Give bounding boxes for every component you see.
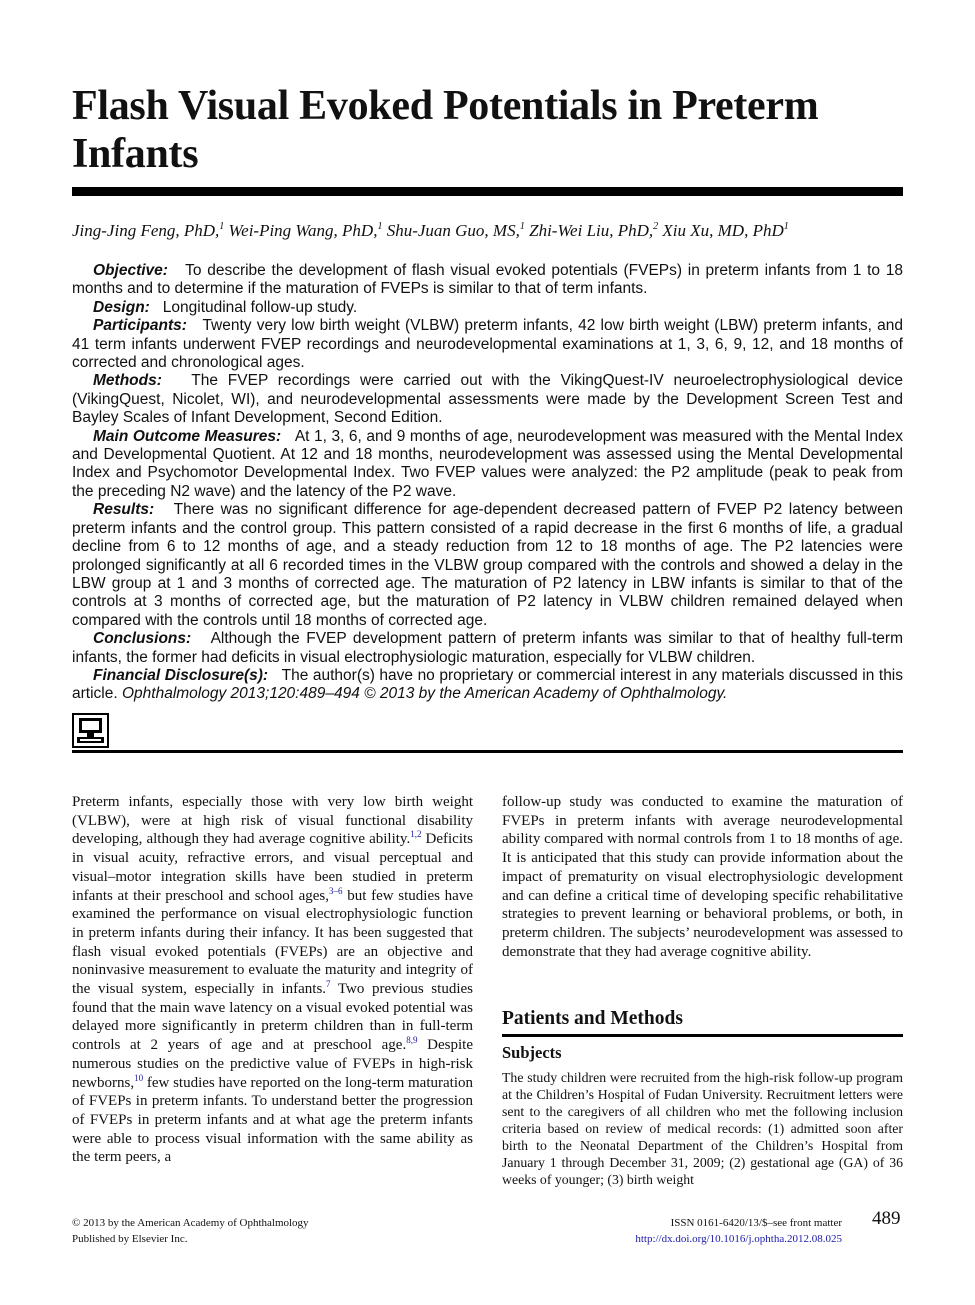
section-rule — [502, 1034, 903, 1037]
reference-link[interactable]: 1,2 — [410, 829, 422, 840]
body-column-left — [72, 793, 473, 1193]
body-text: Despite numerous studies on the predictive value of FVEPs in high-risk newborns, — [72, 1037, 473, 1091]
abstract — [72, 262, 903, 704]
article-title: Flash Visual Evoked Potentials in Preterm Infants — [72, 83, 819, 177]
body-text: Two previous studies found that the main wave latency on a visual evoked potential was delayed more significantly in preterm children than in full-term controls at 2 years of age and at preschool age. — [72, 981, 473, 1054]
body-column-right — [502, 793, 903, 961]
abstract-disclosure — [72, 667, 903, 704]
abstract-design — [72, 299, 903, 317]
abstract-text: At 1, 3, 6, and 9 months of age, neurodevelopment was measured with the Mental Index and Developmental Quotient. At 12 and 18 months, neurodevelopment was assessed using the Mental Developmental Index and Psychomotor Developmental Index. Two FVEP values were analyzed: the P2 amplitude (peak to peak from the preceding N2 wave) and the latency of the P2 wave. — [72, 427, 903, 500]
abstract-text: To describe the development of flash visual evoked potentials (FVEPs) in preterm infants from 1 to 18 months and to determine if the maturation of FVEPs is similar to that of term infants. — [72, 262, 903, 298]
body-text: few studies have reported on the long-term maturation of FVEPs in preterm infants. To understand better the progression of FVEPs in preterm infants and at what age the preterm infants were able to process visual information with the same ability as the term peers, a — [72, 1074, 473, 1166]
affiliation-marker: 1 — [377, 221, 383, 232]
reference-link[interactable]: 10 — [134, 1072, 144, 1083]
intro-paragraph — [72, 793, 473, 1167]
copyright-line: © 2013 by the American Academy of Ophthalmology — [72, 1217, 309, 1229]
abstract-text: Although the FVEP development pattern of preterm infants was similar to that of healthy full-term infants, the former had deficits in visual electrophysiologic maturation, especially for VLBW children. — [72, 630, 903, 666]
author-name: Zhi-Wei Liu, PhD, — [529, 221, 654, 240]
abstract-text: Longitudinal follow-up study. — [162, 298, 358, 316]
abstract-label: Main Outcome Measures: — [93, 427, 282, 445]
abstract-label: Financial Disclosure(s): — [93, 666, 269, 684]
body-text: Preterm infants, especially those with very low birth weight (VLBW), were at high risk of visual functional disability developing, although they had average cognitive ability. — [72, 794, 473, 848]
abstract-label: Design: — [93, 298, 150, 316]
abstract-methods — [72, 372, 903, 427]
publisher-line: Published by Elsevier Inc. — [72, 1233, 188, 1245]
author-name: Shu-Juan Guo, MS, — [386, 221, 520, 240]
intro-paragraph-continued: follow-up study was conducted to examine the maturation of FVEPs in preterm infants with average neurodevelopmental ability compared with normal controls from 1 to 18 months of age. It is anticipated that this study can provide information about the impact of prematurity on visual electrophysiologic development and can define a critical time of developing specific rehabilitative strategies to prevent learning or behavioral problems, or both, in preterm children. The subjects’ neurodevelopment was assessed to demonstrate that they had average cognitive ability. — [502, 794, 903, 960]
section-heading: Patients and Methods — [502, 1008, 683, 1029]
affiliation-marker: 2 — [653, 221, 659, 232]
abstract-label: Objective: — [93, 262, 168, 279]
footer-copyright — [72, 1215, 309, 1247]
abstract-results — [72, 501, 903, 630]
abstract-text: The FVEP recordings were carried out with the VikingQuest-IV neuroelectrophysiological device (VikingQuest, Nicolet, WI), and neurodevelopmental assessments were made by the Development Screen Test and Bayley Scales of Infant Development, Second Edition. — [72, 372, 904, 427]
affiliation-marker: 1 — [783, 221, 789, 232]
abstract-participants — [72, 317, 903, 372]
subsection-heading: Subjects — [502, 1043, 562, 1062]
abstract-label: Results: — [93, 501, 155, 519]
abstract-text: Twenty very low birth weight (VLBW) preterm infants, 42 low birth weight (LBW) preterm infants, and 41 term infants underwent FVEP recordings and neurodevelopmental examinations at 1, 3, 6, 9, 12, and 18 months of corrected and chronological ages. — [72, 317, 903, 372]
footer-identifiers — [635, 1215, 842, 1247]
title-rule — [72, 187, 903, 196]
body-text: Deficits in visual acuity, refractive errors, and visual perceptual and visual–motor integration skills have been studied in preterm infants at their preschool and school ages, — [72, 831, 473, 904]
author-name: Xiu Xu, MD, PhD — [662, 221, 784, 240]
author-name: Wei-Ping Wang, PhD, — [228, 221, 378, 240]
abstract-label: Participants: — [93, 317, 187, 335]
abstract-rule — [72, 750, 903, 753]
video-monitor-icon[interactable] — [72, 713, 109, 748]
abstract-outcome-measures — [72, 428, 903, 502]
abstract-objective — [72, 262, 903, 299]
reference-link[interactable]: 7 — [326, 979, 331, 990]
reference-link[interactable]: 8,9 — [406, 1035, 418, 1046]
reference-link[interactable]: 3–6 — [328, 885, 343, 896]
abstract-text: The author(s) have no proprietary or commercial interest in any materials discussed in this article. — [72, 666, 904, 703]
affiliation-marker: 1 — [219, 221, 225, 232]
page-number: 489 — [872, 1208, 901, 1229]
abstract-conclusions — [72, 630, 903, 667]
journal-citation: Ophthalmology 2013;120:489–494 © 2013 by the American Academy of Ophthalmology. — [121, 685, 728, 703]
body-text: but few studies have examined the performance on visual electrophysiologic function in preterm infants during their infancy. It has been suggested that flash visual evoked potentials (FVEPs) are an objective and noninvasive measurement to evaluate the maturity and integrity of the visual system, especially in infants. — [72, 887, 473, 998]
issn-line: ISSN 0161-6420/13/$–see front matter — [670, 1217, 842, 1229]
doi-link[interactable]: http://dx.doi.org/10.1016/j.ophtha.2012.08.025 — [635, 1233, 842, 1245]
author-name: Jing-Jing Feng, PhD, — [72, 221, 220, 240]
author-list — [72, 220, 902, 242]
abstract-label: Conclusions: — [93, 630, 192, 648]
abstract-label: Methods: — [93, 372, 162, 390]
abstract-text: There was no significant difference for age-dependent decreased pattern of FVEP P2 latency between preterm infants and the control group. This pattern consisted of a rapid decrease in the first 6 months of life, a gradual decline from 6 to 12 months of age, and a steady reduction from 12 to 18 months of age. The P2 latencies were prolonged significantly at all 6 recorded times in the VLBW group compared with the controls and showed a delay in the LBW group at 1 and 3 months of corrected age. The maturation of P2 latency in LBW infants is similar to that of the controls at 3 months of corrected age, but the maturation of P2 latency in VLBW children remained delayed when compared with the controls until 18 months of corrected age. — [72, 501, 903, 629]
subjects-paragraph: The study children were recruited from the high-risk follow-up program at the Children’s Hospital of Fudan University. Recruitment letters were sent to the caregivers of all children who met the following inclusion criteria based on review of medical records: (1) admitted soon after birth to the Neonatal Department of the Children’s Hospital from January 1 through December 31, 2009; (2) gestational age (GA) of 36 weeks of younger; (3) birth weight — [502, 1070, 903, 1187]
affiliation-marker: 1 — [519, 221, 525, 232]
